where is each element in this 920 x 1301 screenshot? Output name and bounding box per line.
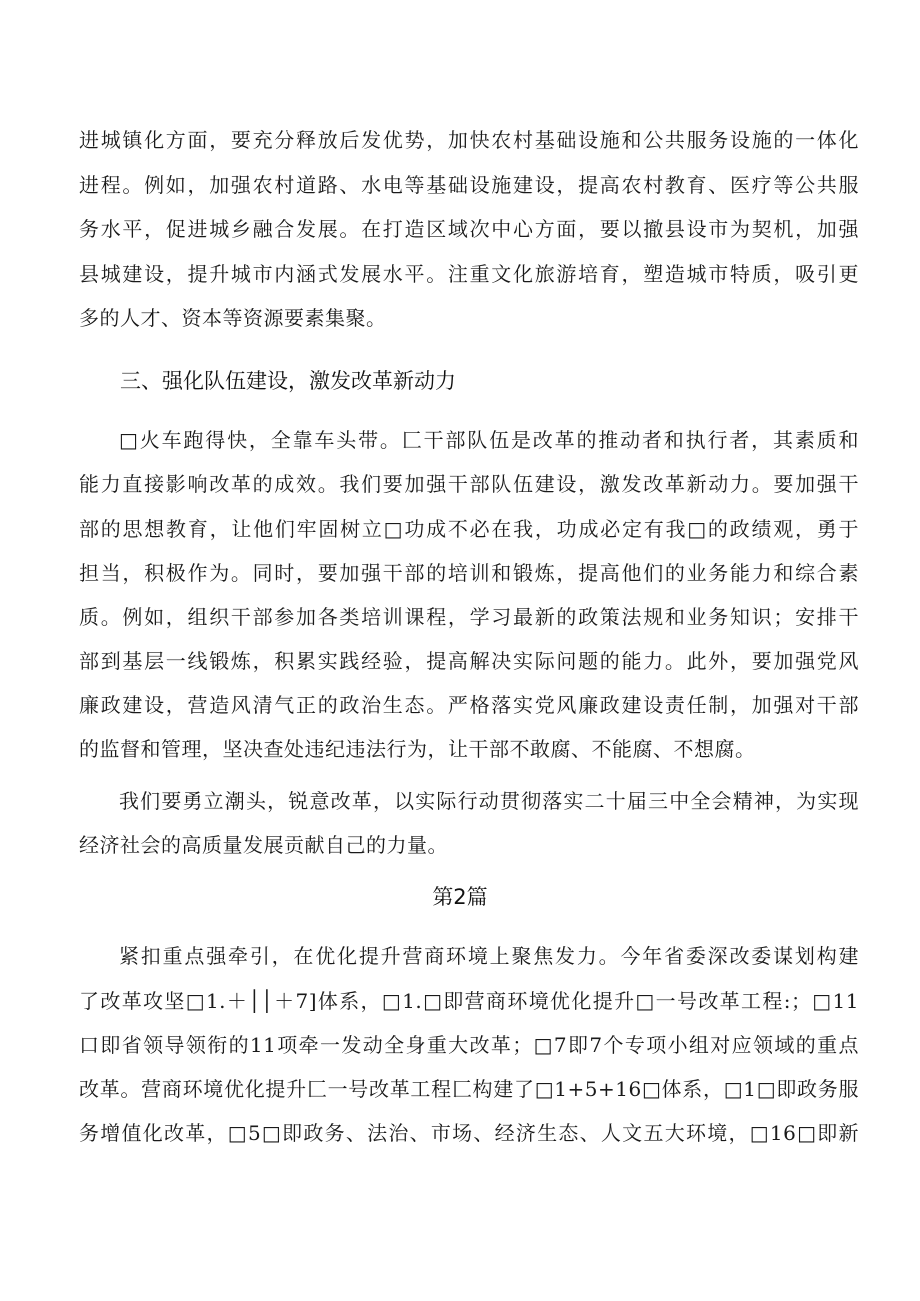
text-line: 部的思想教育，让他们牢固树立□功成不必在我，功成必定有我□的政绩观，勇于 xyxy=(79,517,859,541)
text-line: 改革。营商环境优化提升匚一号改革工程匚构建了□1+5+16□体系，□1□即政务服 xyxy=(79,1077,859,1101)
text-line: 紧扣重点强牵引，在优化提升营商环境上聚焦发力。今年省委深改委谋划构建 xyxy=(119,944,859,968)
text-line: 的监督和管理，坚决查处违纪违法行为，让干部不敢腐、不能腐、不想腐。 xyxy=(79,737,756,761)
text-line: 部到基层一线锻炼，积累实践经验，提高解决实际问题的能力。此外，要加强党风 xyxy=(79,649,859,673)
text-line: 进程。例如，加强农村道路、水电等基础设施建设，提高农村教育、医疗等公共服 xyxy=(79,173,859,197)
section-title: 第2篇 xyxy=(432,885,488,909)
text-line: 我们要勇立潮头，锐意改革，以实际行动贯彻落实二十届三中全会精神，为实现 xyxy=(119,789,859,813)
text-line: 进城镇化方面，要充分释放后发优势，加快农村基础设施和公共服务设施的一体化 xyxy=(79,128,859,152)
text-line: 县城建设，提升城市内涵式发展水平。注重文化旅游培育，塑造城市特质，吸引更 xyxy=(79,262,859,286)
text-line: 务增值化改革，□5□即政务、法治、市场、经济生态、人文五大环境，□16□即新 xyxy=(79,1121,859,1145)
text-line: □火车跑得快，全靠车头带。匚干部队伍是改革的推动者和执行者，其素质和 xyxy=(119,428,859,452)
text-line: 多的人才、资本等资源要素集聚。 xyxy=(79,306,387,330)
text-line: 质。例如，组织干部参加各类培训课程，学习最新的政策法规和业务知识；安排干 xyxy=(79,605,859,629)
text-line: 经济社会的高质量发展贡献自己的力量。 xyxy=(79,833,448,857)
text-line: 廉政建设，营造风清气正的政治生态。严格落实党风廉政建设责任制，加强对干部 xyxy=(79,693,859,717)
text-line: 务水平，促进城乡融合发展。在打造区域次中心方面，要以撤县设市为契机，加强 xyxy=(79,217,859,241)
text-line: 能力直接影响改革的成效。我们要加强干部队伍建设，激发改革新动力。要加强干 xyxy=(79,472,859,496)
text-line: 担当，积极作为。同时，要加强干部的培训和锻炼，提高他们的业务能力和综合素 xyxy=(79,561,859,585)
text-line: 口即省领导领衔的11项牵一发动全身重大改革；□7即7个专项小组对应领域的重点 xyxy=(79,1033,859,1057)
section-heading: 三、强化队伍建设，激发改革新动力 xyxy=(120,369,456,393)
text-line: 了改革攻坚□1.＋││＋7]体系，□1.□即营商环境优化提升□一号改革工程:；□11 xyxy=(79,989,859,1013)
